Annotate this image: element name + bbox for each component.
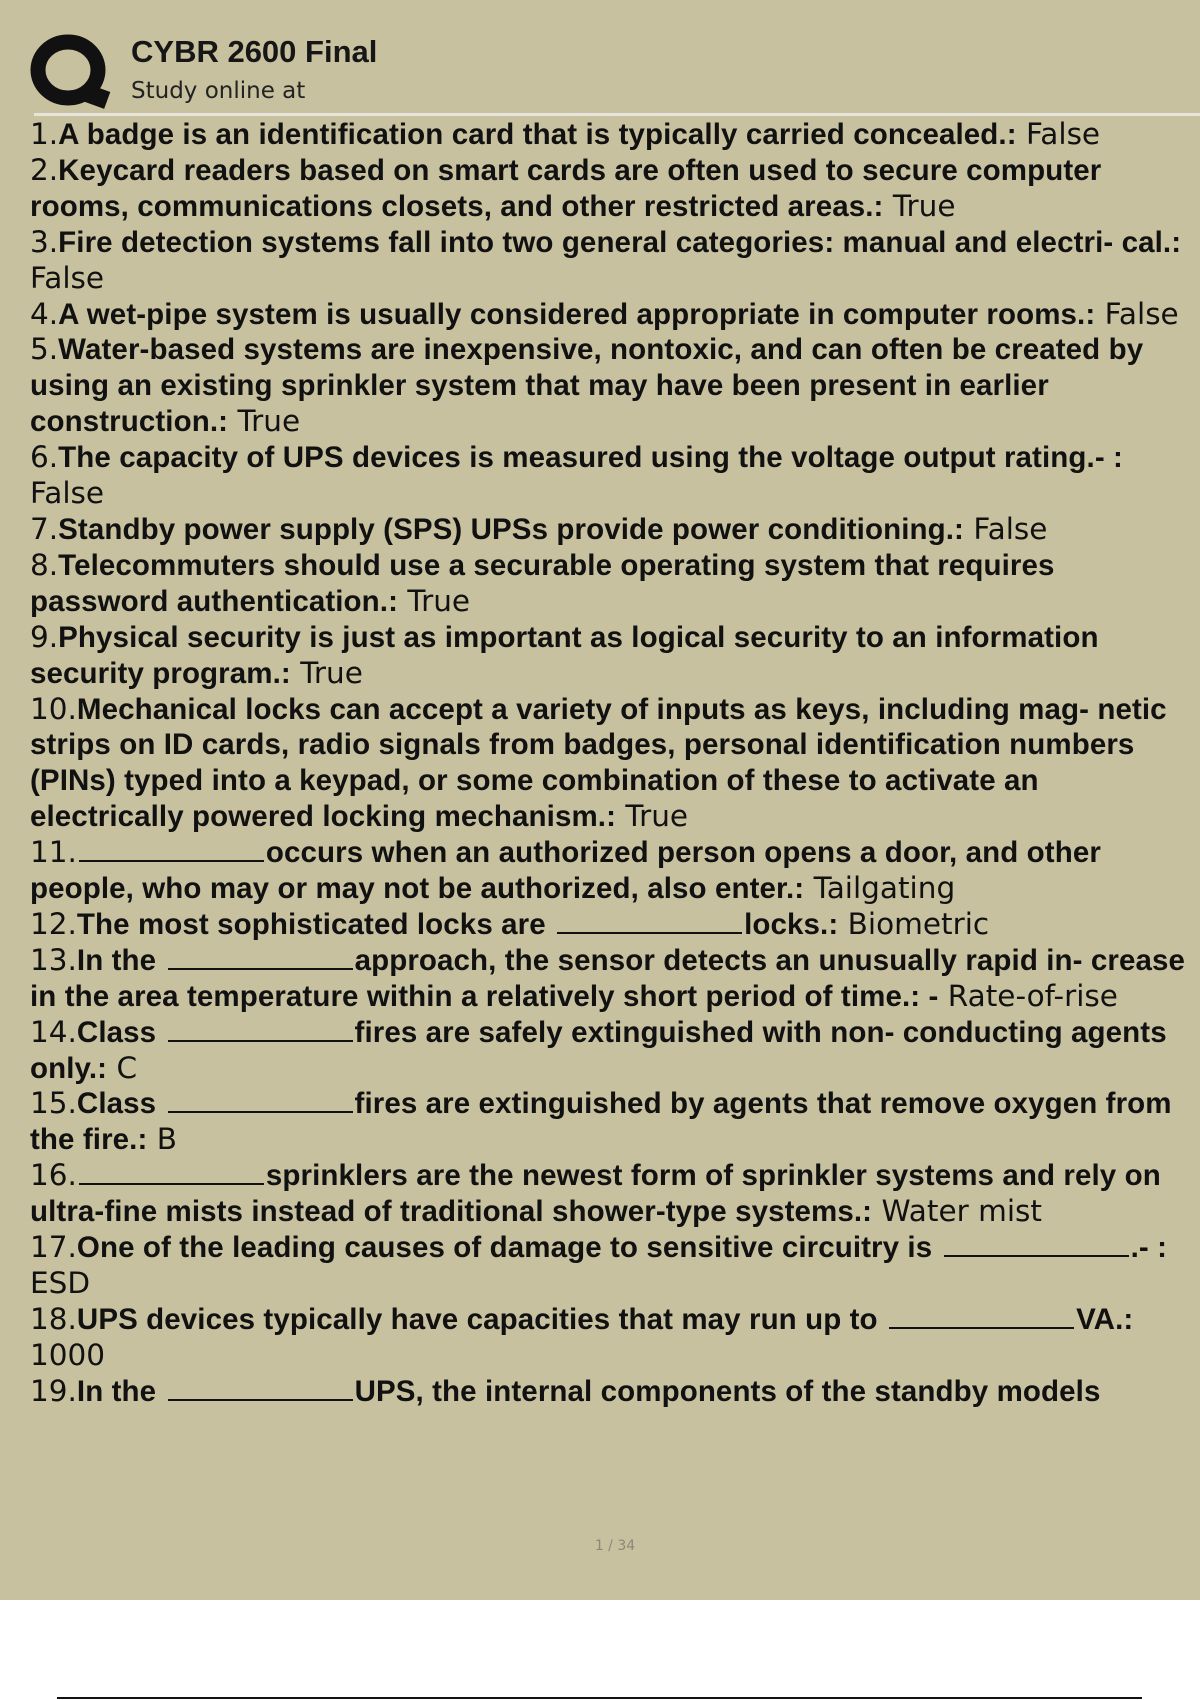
question-text-continued: occurs when an authorized person opens a door, and other people, who may or may not be authorized, also enter.:	[30, 836, 1101, 906]
question-text: UPS devices typically have capacities that may run up to	[76, 1302, 878, 1336]
answer-text: True	[892, 188, 956, 223]
question-number: 17.	[30, 1230, 77, 1265]
question-list	[30, 117, 1200, 1410]
question-text: In the	[76, 943, 157, 977]
question-item	[30, 943, 1200, 1015]
answer-text: False	[1026, 117, 1101, 151]
question-text-continued: fires are extinguished by agents that remove oxygen from the fire.:	[30, 1087, 1172, 1157]
question-item	[30, 835, 1200, 907]
question-number: 14.	[30, 1014, 77, 1049]
fill-in-blank	[168, 967, 353, 970]
question-text: In the	[76, 1374, 157, 1408]
question-item	[30, 1374, 1200, 1410]
question-text: The most sophisticated locks are	[76, 907, 546, 941]
answer-text: True	[625, 799, 689, 834]
question-text: One of the leading causes of damage to sensitive circuitry is	[76, 1231, 933, 1265]
page-indicator: 1 / 34	[594, 1538, 636, 1554]
document-subtitle: Study online at	[131, 78, 306, 104]
question-item	[30, 620, 1200, 692]
question-text: Class	[76, 1087, 157, 1121]
fill-in-blank	[168, 1398, 353, 1401]
question-text-continued: .- :	[1130, 1231, 1168, 1265]
question-number: 7.	[30, 511, 59, 546]
fill-in-blank	[168, 1110, 353, 1113]
answer-text: ESD	[30, 1266, 91, 1300]
answer-text: False	[30, 476, 105, 511]
question-item	[30, 440, 1200, 512]
question-text: Mechanical locks can accept a variety of inputs as keys, including mag- netic strips on ID cards, radio signals from badges, personal identification numbers (PINs) typed into a keypad, or some combination of these to activate an electrically powered locking mechanism.:	[30, 692, 1167, 834]
question-number: 15.	[30, 1086, 77, 1121]
question-number: 2.	[30, 152, 59, 187]
question-item	[30, 1302, 1200, 1374]
answer-text: False	[30, 260, 105, 295]
question-text: Telecommuters should use a securable operating system that requires password authentication.:	[30, 548, 1055, 618]
fill-in-blank	[557, 931, 742, 934]
document-title: CYBR 2600 Final	[131, 34, 378, 69]
fill-in-blank	[944, 1254, 1129, 1257]
question-text: Keycard readers based on smart cards are often used to secure computer rooms, communications closets, and other restricted areas.:	[30, 153, 1102, 223]
question-item	[30, 512, 1200, 548]
question-item	[30, 1230, 1200, 1302]
question-item	[30, 225, 1200, 297]
question-text: A wet-pipe system is usually considered appropriate in computer rooms.:	[58, 297, 1096, 331]
question-text: Fire detection systems fall into two general categories: manual and electri- cal.:	[58, 225, 1182, 259]
answer-text: Tailgating	[813, 871, 956, 906]
question-text: Physical security is just as important as logical security to an information security program.:	[30, 620, 1099, 690]
quizlet-logo-icon	[30, 32, 112, 110]
question-item	[30, 1015, 1200, 1087]
question-text: Standby power supply (SPS) UPSs provide power conditioning.:	[58, 512, 964, 546]
fill-in-blank	[889, 1326, 1074, 1329]
fill-in-blank	[79, 859, 264, 862]
question-item	[30, 1158, 1200, 1230]
question-text: Water-based systems are inexpensive, nontoxic, and can often be created by using an existing sprinkler system that may have been present in earlier construction.:	[30, 333, 1144, 439]
fill-in-blank	[168, 1039, 353, 1042]
question-text-continued: approach, the sensor detects an unusually rapid in- crease in the area temperature within a relatively short period of time.: -	[30, 943, 1185, 1013]
question-item	[30, 332, 1200, 440]
question-number: 4.	[30, 296, 59, 331]
question-number: 10.	[30, 691, 77, 726]
question-item	[30, 1086, 1200, 1158]
question-item	[30, 548, 1200, 620]
question-number: 19.	[30, 1373, 77, 1408]
question-item	[30, 153, 1200, 225]
answer-text: True	[407, 583, 471, 618]
question-number: 9.	[30, 619, 59, 654]
question-text-continued: UPS, the internal components of the standby models	[354, 1374, 1101, 1408]
question-item	[30, 117, 1200, 153]
answer-text: C	[116, 1050, 138, 1085]
question-number: 6.	[30, 440, 59, 475]
question-number: 3.	[30, 224, 59, 259]
answer-text: True	[300, 655, 363, 690]
answer-text: Rate-of-rise	[947, 978, 1118, 1013]
question-number: 1.	[30, 117, 59, 151]
answer-text: True	[237, 404, 301, 439]
question-number: 11.	[30, 835, 77, 870]
answer-text: B	[156, 1122, 178, 1157]
question-text-continued: fires are safely extinguished with non- conducting agents only.:	[30, 1015, 1167, 1085]
question-text: Class	[76, 1015, 157, 1049]
answer-text: Water mist	[881, 1194, 1042, 1229]
answer-text: Biometric	[847, 906, 990, 941]
question-number: 16.	[30, 1158, 77, 1193]
question-number: 12.	[30, 906, 77, 941]
question-text: A badge is an identification card that is typically carried concealed.:	[58, 118, 1017, 151]
question-text-continued: sprinklers are the newest form of sprinkler systems and rely on ultra-fine mists instead of traditional shower-type systems.:	[30, 1159, 1161, 1229]
question-number: 5.	[30, 332, 59, 367]
question-text-continued: locks.:	[744, 907, 839, 941]
answer-text: False	[1104, 296, 1179, 331]
question-item	[30, 692, 1200, 836]
question-number: 18.	[30, 1301, 77, 1336]
question-number: 8.	[30, 547, 59, 582]
answer-text: False	[973, 511, 1048, 546]
question-number: 13.	[30, 942, 77, 977]
question-text-continued: VA.:	[1076, 1302, 1134, 1336]
answer-text: 1000	[30, 1337, 106, 1372]
question-item	[30, 907, 1200, 943]
question-item	[30, 297, 1200, 333]
fill-in-blank	[79, 1182, 264, 1185]
question-text: The capacity of UPS devices is measured using the voltage output rating.- :	[58, 441, 1123, 475]
header-divider	[34, 113, 1200, 116]
footer-divider	[57, 1697, 1142, 1699]
